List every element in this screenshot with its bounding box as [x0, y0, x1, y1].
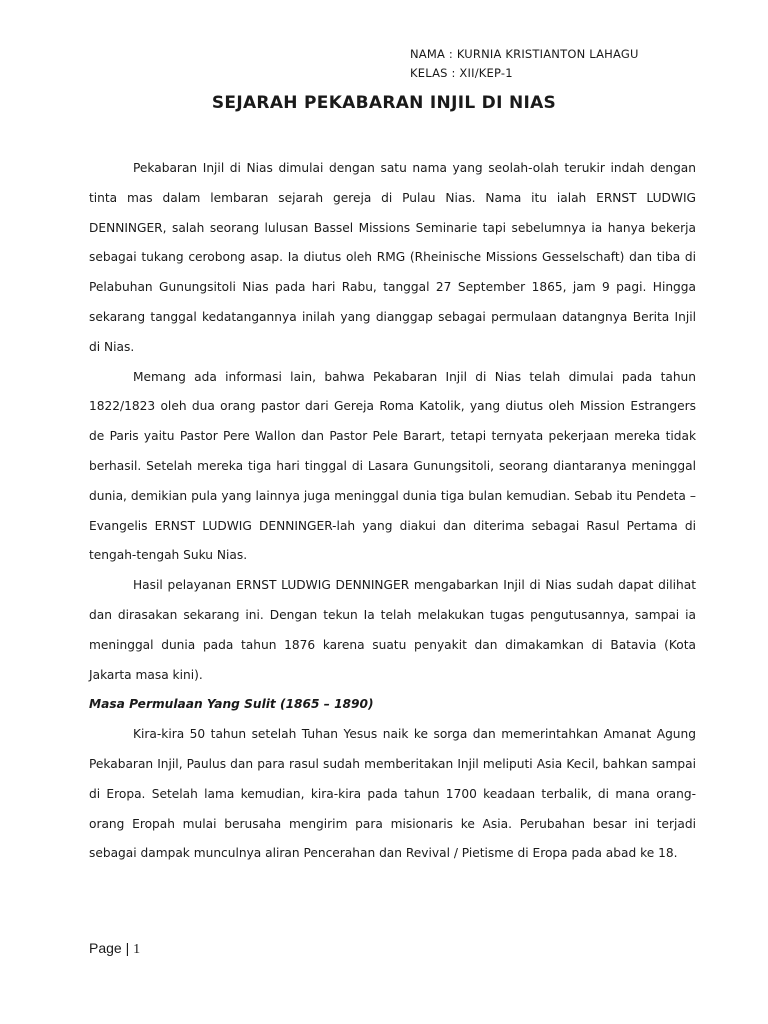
document-body: [89, 154, 696, 869]
student-class: KELAS : XII/KEP-1: [410, 66, 513, 80]
page-footer: [89, 940, 140, 958]
student-info: [410, 45, 639, 83]
paragraph-3: Hasil pelayanan ERNST LUDWIG DENNINGER mengabarkan Injil di Nias sudah dapat dilihat dan dirasakan sekarang ini. Dengan tekun Ia telah melakukan tugas pengutusannya, sampai ia meninggal dunia pada tahun 1876 karena suatu penyakit dan dimakamkan di Batavia (Kota Jakarta masa kini).: [89, 578, 696, 682]
section-heading: Masa Permulaan Yang Sulit (1865 – 1890): [89, 697, 374, 712]
page-label: Page |: [89, 940, 134, 956]
student-name: NAMA : KURNIA KRISTIANTON LAHAGU: [410, 47, 639, 61]
page-number: 1: [133, 942, 141, 957]
paragraph-4: Kira-kira 50 tahun setelah Tuhan Yesus naik ke sorga dan memerintahkan Amanat Agung Pekabaran Injil, Paulus dan para rasul sudah memberitakan Injil meliputi Asia Kecil, bahkan sampai di Eropa. Setelah lama kemudian, kira-kira pada tahun 1700 keadaan terbalik, di mana orang-orang Eropah mulai berusaha mengirim para misionaris ke Asia. Perubahan besar ini terjadi sebagai dampak munculnya aliran Pencerahan dan Revival / Pietisme di Eropa pada abad ke 18.: [89, 727, 696, 861]
paragraph-1: Pekabaran Injil di Nias dimulai dengan satu nama yang seolah-olah terukir indah dengan tinta mas dalam lembaran sejarah gereja di Pulau Nias. Nama itu ialah ERNST LUDWIG DENNINGER, salah seorang lulusan Bassel Missions Seminarie tapi sebelumnya ia hanya bekerja sebagai tukang cerobong asap. Ia diutus oleh RMG (Rheinische Missions Gesselschaft) dan tiba di Pelabuhan Gunungsitoli Nias pada hari Rabu, tanggal 27 September 1865, jam 9 pagi. Hingga sekarang tanggal kedatangannya inilah yang dianggap sebagai permulaan datangnya Berita Injil di Nias.: [89, 161, 696, 354]
paragraph-2: Memang ada informasi lain, bahwa Pekabaran Injil di Nias telah dimulai pada tahun 1822/1823 oleh dua orang pastor dari Gereja Roma Katolik, yang diutus oleh Mission Estrangers de Paris yaitu Pastor Pere Wallon dan Pastor Pele Barart, tetapi ternyata pekerjaan mereka tidak berhasil. Setelah mereka tiga hari tinggal di Lasara Gunungsitoli, seorang diantaranya meninggal dunia, demikian pula yang lainnya juga meninggal dunia tiga bulan kemudian. Sebab itu Pendeta – Evangelis ERNST LUDWIG DENNINGER-lah yang diakui dan diterima sebagai Rasul Pertama di tengah-tengah Suku Nias.: [89, 369, 696, 563]
document-title: SEJARAH PEKABARAN INJIL DI NIAS: [211, 93, 557, 113]
